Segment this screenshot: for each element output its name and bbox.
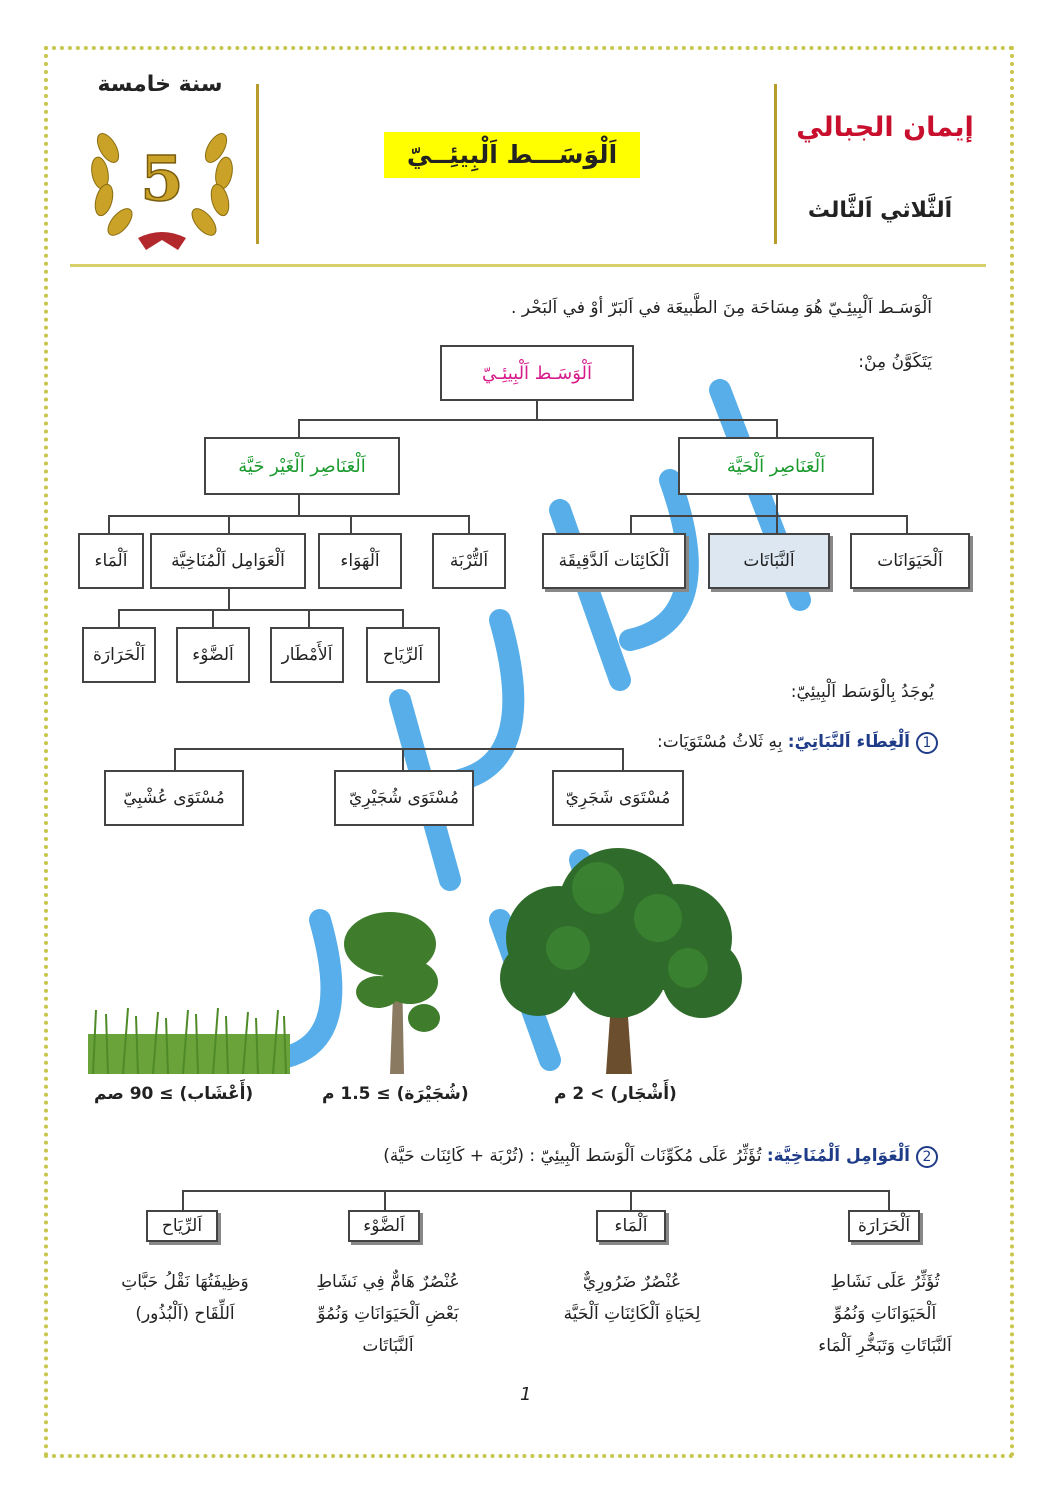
factor-wind-box: اَلرِّيَاح <box>146 1210 218 1242</box>
lesson-title: اَلْوَسَـــط اَلْبِيئِــيّ <box>384 132 640 178</box>
section1-text: بِهِ ثَلاثُ مُسْتَوَيَات: <box>657 732 783 752</box>
factor-wind-desc <box>100 1266 270 1330</box>
living-elements-box: اَلْعَنَاصِر اَلْحَيَّة <box>678 437 874 495</box>
grass-illustration <box>88 1004 290 1074</box>
connector <box>298 419 300 437</box>
plants-box: اَلنَّبَاتَات <box>708 533 830 589</box>
grade-number: 5 <box>140 142 184 215</box>
connector <box>228 589 230 609</box>
desc-line: اَللِّقَاح (اَلْبُذُور) <box>135 1304 235 1324</box>
microorganisms-box: اَلْكَائِنَات اَلدَّقِيقَة <box>542 533 686 589</box>
shrub-illustration <box>340 910 440 1074</box>
connector <box>402 609 404 627</box>
water-box: اَلْمَاء <box>78 533 144 589</box>
desc-line: بَعْضِ اَلْحَيَوَانَاتِ وَنُمُوِّ <box>317 1304 459 1324</box>
heat-box: اَلْحَرَارَة <box>82 627 156 683</box>
animals-box: اَلْحَيَوَانَات <box>850 533 970 589</box>
factor-water-box: اَلْمَاء <box>596 1210 666 1242</box>
section1-label: اَلْغِطَاء اَلنَّبَاتِيّ: <box>787 732 910 752</box>
connector <box>118 609 404 611</box>
desc-line: لِحَيَاةِ اَلْكَائِنَاتِ اَلْحَيَّة <box>563 1304 701 1324</box>
factor-light-box: اَلضَّوْء <box>348 1210 420 1242</box>
connector <box>402 748 404 770</box>
grass-level-box: مُسْتَوَى عُشْبِيّ <box>104 770 244 826</box>
connector <box>228 515 230 533</box>
desc-line: اَلْحَيَوَانَاتِ وَنُمُوِّ <box>833 1304 937 1324</box>
climate-factors-box: اَلْعَوَامِل اَلْمُنَاخِيَّة <box>150 533 306 589</box>
shrub-caption: (شُجَيْرَة) ≥ 1.5 م <box>322 1084 469 1104</box>
connector <box>776 419 778 437</box>
header-divider-right <box>774 84 777 244</box>
header-divider-left <box>256 84 259 244</box>
desc-line: وَظِيفَتُهَا نَقْلُ حَبَّاتِ <box>121 1272 249 1292</box>
definition-text: اَلْوَسَـط اَلْبِيئِـيّ هُوَ مِسَاحَة مِنَ الطَّبيعَة في اَلبَرّ أوْ في اَلبَحْر . <box>511 298 932 318</box>
desc-line: تُؤَثِّرُ عَلَى نَشَاطِ <box>830 1272 940 1292</box>
connector <box>308 609 310 627</box>
connector <box>350 515 352 533</box>
connector <box>536 401 538 419</box>
factor-heat-desc <box>790 1266 980 1362</box>
connector <box>298 419 776 421</box>
light-box: اَلضَّوْء <box>176 627 250 683</box>
found-in-label: يُوجَدُ بِالْوَسَط اَلْبِيئِيّ: <box>790 682 934 702</box>
connector <box>384 1190 386 1210</box>
connector <box>630 1190 632 1210</box>
connector <box>108 515 110 533</box>
page-number: 1 <box>520 1384 532 1405</box>
tree-illustration <box>488 838 748 1074</box>
connector <box>888 1190 890 1210</box>
desc-line: اَلنَّبَاتَات <box>362 1336 414 1356</box>
grass-caption: (أَعْشَاب) ≥ 90 صم <box>94 1084 254 1104</box>
connector <box>906 515 908 533</box>
header-underline <box>70 264 986 267</box>
factor-water-desc <box>540 1266 724 1330</box>
connector <box>108 515 470 517</box>
connector <box>298 495 300 515</box>
connector <box>118 609 120 627</box>
section2-label: اَلْعَوَامِل اَلْمُنَاخِيَّة: <box>766 1146 910 1166</box>
connector <box>182 1190 184 1210</box>
soil-box: اَلتُّرْبَة <box>432 533 506 589</box>
section2-text: تُؤَثِّرُ عَلَى مُكَوِّنَات اَلْوَسَط اَلْبِيئِيّ : (تُرْبَة + كَائِنَات حَيَّة) <box>383 1146 762 1166</box>
connector <box>776 515 778 533</box>
consists-of-label: يَتَكَوَّنُ مِنْ: <box>858 352 932 372</box>
section1-heading <box>657 732 938 754</box>
connector <box>630 515 908 517</box>
tree-level-box: مُسْتَوَى شَجَرِيّ <box>552 770 684 826</box>
trimester-label: اَلثَّلاثي اَلثَّالث <box>807 198 953 223</box>
connector <box>212 609 214 627</box>
rain-box: اَلأَمْطَار <box>270 627 344 683</box>
section1-number: 1 <box>916 732 938 754</box>
section2-heading <box>383 1146 938 1168</box>
author-name: إيمان الجبالي <box>796 112 974 143</box>
factor-heat-box: اَلْحَرَارَة <box>848 1210 920 1242</box>
factor-light-desc <box>290 1266 486 1362</box>
tree-caption: (أَشْجَار) > 2 م <box>554 1084 677 1104</box>
wind-box: اَلرِّيَاح <box>366 627 440 683</box>
nonliving-elements-box: اَلْعَنَاصِر اَلْغَيْر حَيَّة <box>204 437 400 495</box>
connector <box>630 515 632 533</box>
tree-root-box: اَلْوَسَـط اَلْبِيئِـيّ <box>440 345 634 401</box>
shrub-level-box: مُسْتَوَى شُجَيْرِيّ <box>334 770 474 826</box>
connector <box>182 1190 890 1192</box>
connector <box>174 748 176 770</box>
air-box: اَلْهَوَاء <box>318 533 402 589</box>
connector <box>776 495 778 515</box>
connector <box>174 748 624 750</box>
laurel-wreath-icon <box>78 108 246 258</box>
desc-line: عُنْصُرٌ ضَرُورِيٌّ <box>582 1272 682 1292</box>
desc-line: عُنْصُرٌ هَامٌّ فِي نَشَاطِ <box>316 1272 460 1292</box>
connector <box>468 515 470 533</box>
desc-line: اَلنَّبَاتَاتِ وَتَبَخُّرِ اَلْمَاء <box>818 1336 952 1356</box>
connector <box>622 748 624 770</box>
grade-label: سنة خامسة <box>97 72 223 97</box>
section2-number: 2 <box>916 1146 938 1168</box>
